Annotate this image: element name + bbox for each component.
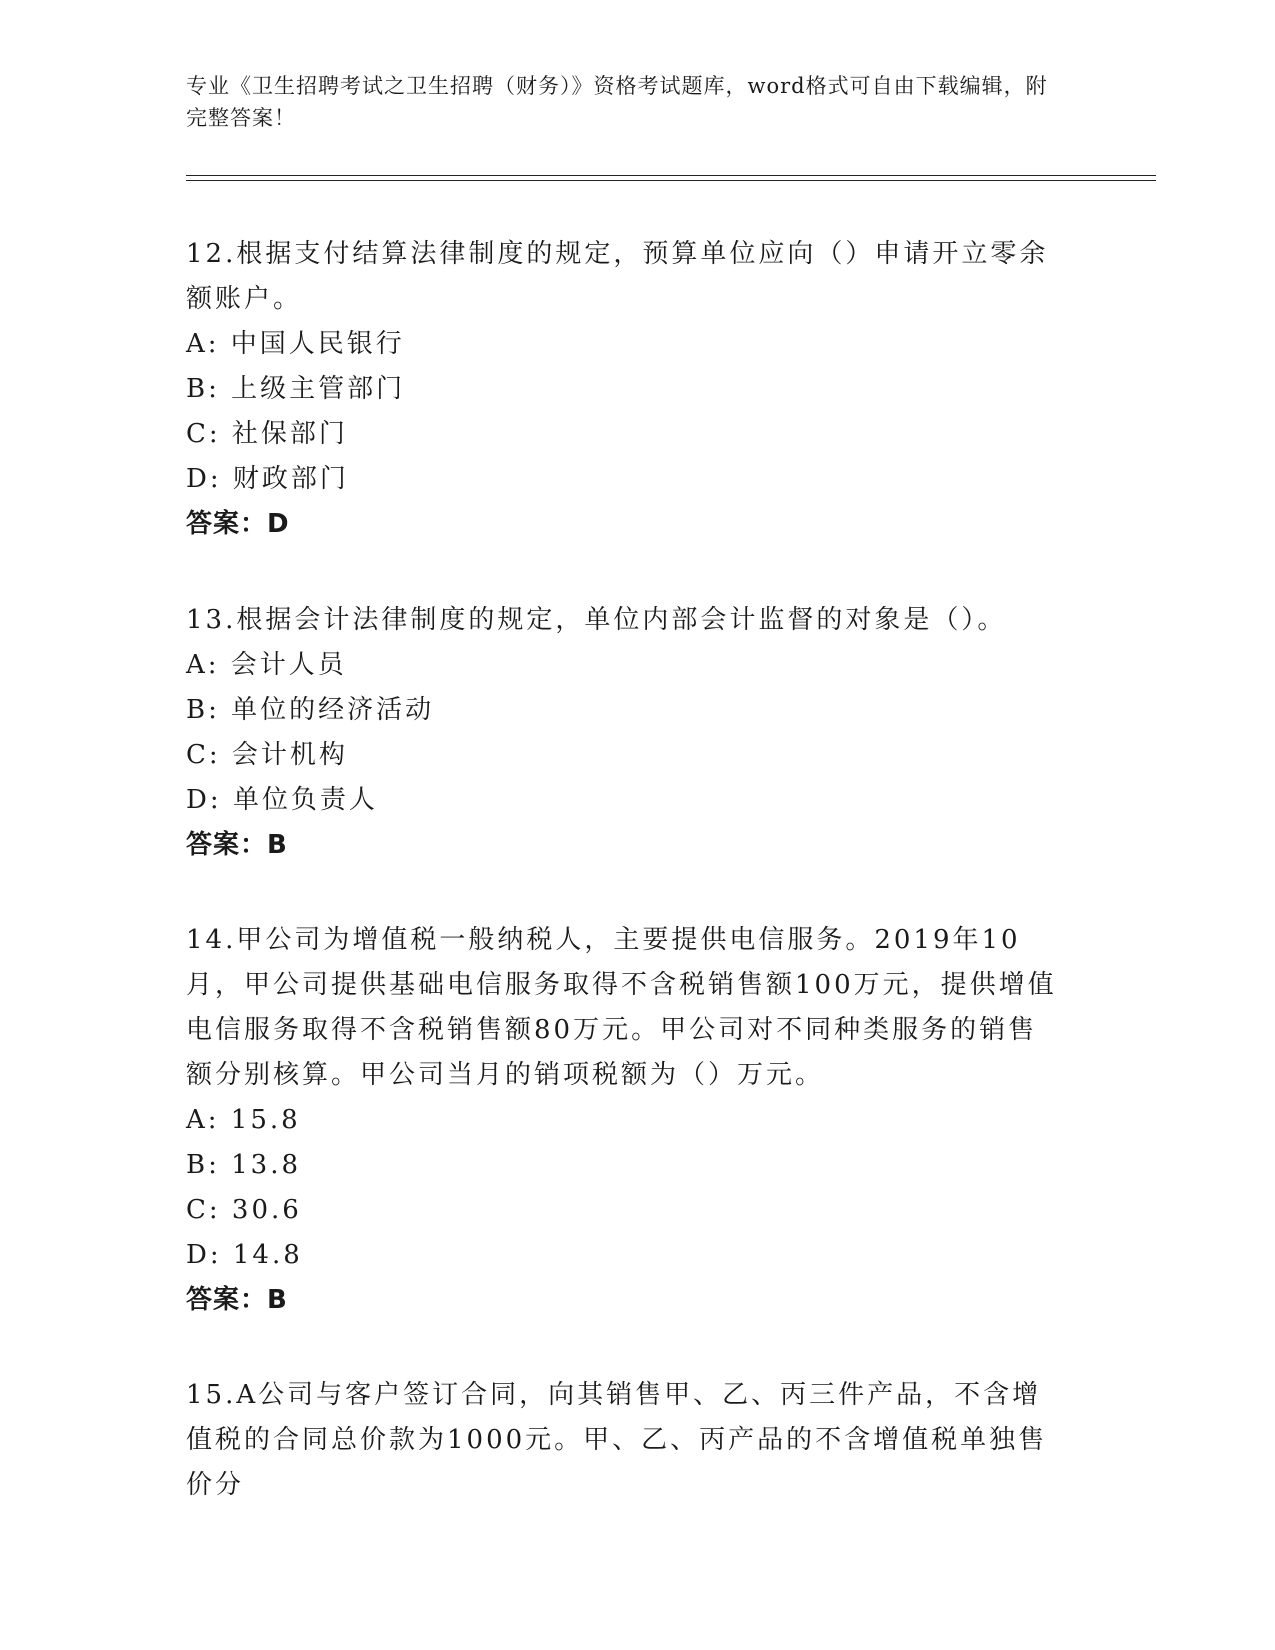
answer-label: 答案：B [186,830,288,860]
document-header: 专业《卫生招聘考试之卫生招聘（财务）》资格考试题库，word格式可自由下载编辑，附完整答案！ [186,74,1048,130]
answer-label: 答案：B [186,1285,288,1315]
header-divider-top [186,175,1156,176]
option-c: C: 社保部门 [186,419,348,449]
question-12 [186,232,1066,547]
question-stem: 13.根据会计法律制度的规定，单位内部会计监督的对象是（）。 [186,605,1007,635]
header-divider-bottom [186,180,1156,181]
option-d: D: 财政部门 [186,464,349,494]
option-a: A: 中国人民银行 [186,329,405,359]
question-stem: 14.甲公司为增值税一般纳税人，主要提供电信服务。2019年10月，甲公司提供基础电信服务取得不含税销售额100万元，提供增值电信服务取得不含税销售额80万元。甲公司对不同种类服务的销售额分别核算。甲公司当月的销项税额为（）万元。 [186,925,1057,1090]
option-c: C: 30.6 [186,1195,302,1225]
option-c: C: 会计机构 [186,740,348,770]
question-stem: 15.A公司与客户签订合同，向其销售甲、乙、丙三件产品，不含增值税的合同总价款为1000元。甲、乙、丙产品的不含增值税单独售价分 [186,1380,1048,1500]
option-d: D: 14.8 [186,1240,303,1270]
question-stem: 12.根据支付结算法律制度的规定，预算单位应向（）申请开立零余额账户。 [186,239,1049,314]
option-a: A: 会计人员 [186,650,347,680]
option-b: B: 上级主管部门 [186,374,406,404]
question-14 [186,918,1066,1323]
option-b: B: 单位的经济活动 [186,695,435,725]
question-15 [186,1373,1066,1508]
option-a: A: 15.8 [186,1105,301,1135]
option-d: D: 单位负责人 [186,785,378,815]
answer-label: 答案：D [186,509,290,539]
option-b: B: 13.8 [186,1150,302,1180]
question-13 [186,598,1066,868]
